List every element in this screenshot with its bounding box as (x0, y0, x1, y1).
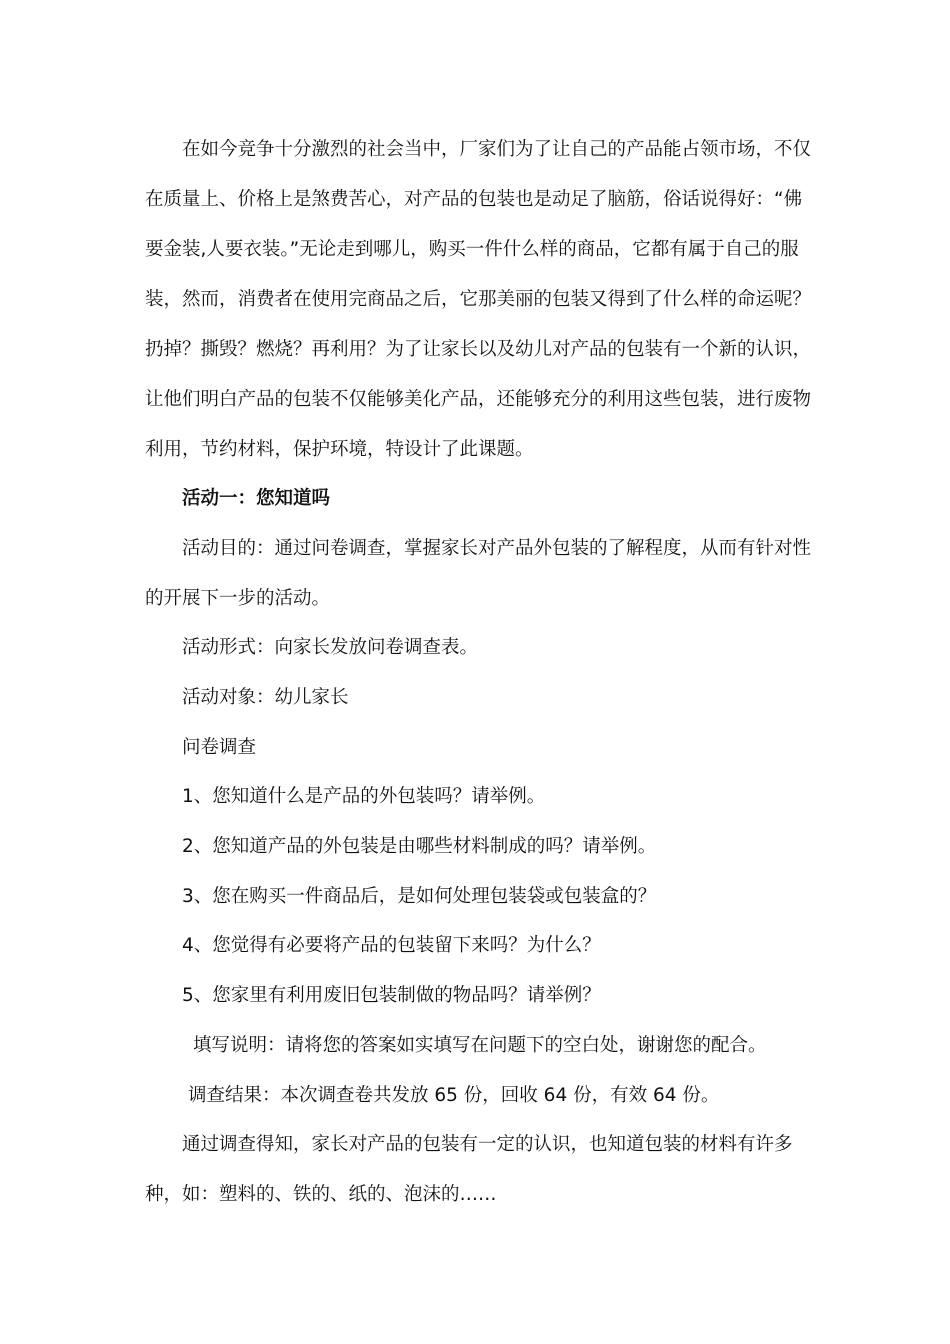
survey-question: 5、您家里有利用废旧包装制做的物品吗？请举例？ (182, 985, 601, 1006)
conclusion-paragraph: 通过调查得知，家长对产品的包装有一定的认识，也知道包装的材料有许多种，如：塑料的、铁的、纸的、泡沫的…… (145, 1134, 793, 1205)
activity-title: 活动一：您知道吗 (182, 488, 331, 509)
intro-paragraph: 在如今竞争十分激烈的社会当中，厂家们为了让自己的产品能占领市场，不仅在质量上、价格上是煞费苦心，对产品的包装也是动足了脑筋，俗话说得好：“佛要金装,人要衣装。”无论走到哪儿，购买一件什么样的商品，它都有属于自己的服装，然而，消费者在使用完商品之后，它那美丽的包装又得到了什么样的命运呢？扔掉？撕毁？燃烧？再利用？为了让家长以及幼儿对产品的包装有一个新的认识，让他们明白产品的包装不仅能够美化产品，还能够充分的利用这些包装，进行废物利用，节约材料，保护环境，特设计了此课题。 (145, 139, 812, 460)
activity-goal-paragraph: 活动目的：通过问卷调查，掌握家长对产品外包装的了解程度，从而有针对性的开展下一步的活动。 (145, 538, 812, 609)
survey-question: 2、您知道产品的外包装是由哪些材料制成的吗？请举例。 (182, 836, 657, 857)
survey-result: 调查结果：本次调查卷共发放 65 份，回收 64 份，有效 64 份。 (188, 1085, 720, 1106)
survey-question: 4、您觉得有必要将产品的包装留下来吗？为什么？ (182, 935, 601, 956)
fill-instructions: 填写说明：请将您的答案如实填写在问题下的空白处，谢谢您的配合。 (193, 1035, 767, 1056)
activity-target: 活动对象：幼儿家长 (182, 687, 349, 708)
survey-question: 1、您知道什么是产品的外包装吗？请举例。 (182, 786, 546, 807)
survey-question: 3、您在购买一件商品后，是如何处理包装袋或包装盒的？ (182, 886, 657, 907)
activity-form: 活动形式：向家长发放问卷调查表。 (182, 637, 479, 658)
survey-title: 问卷调查 (182, 737, 257, 758)
